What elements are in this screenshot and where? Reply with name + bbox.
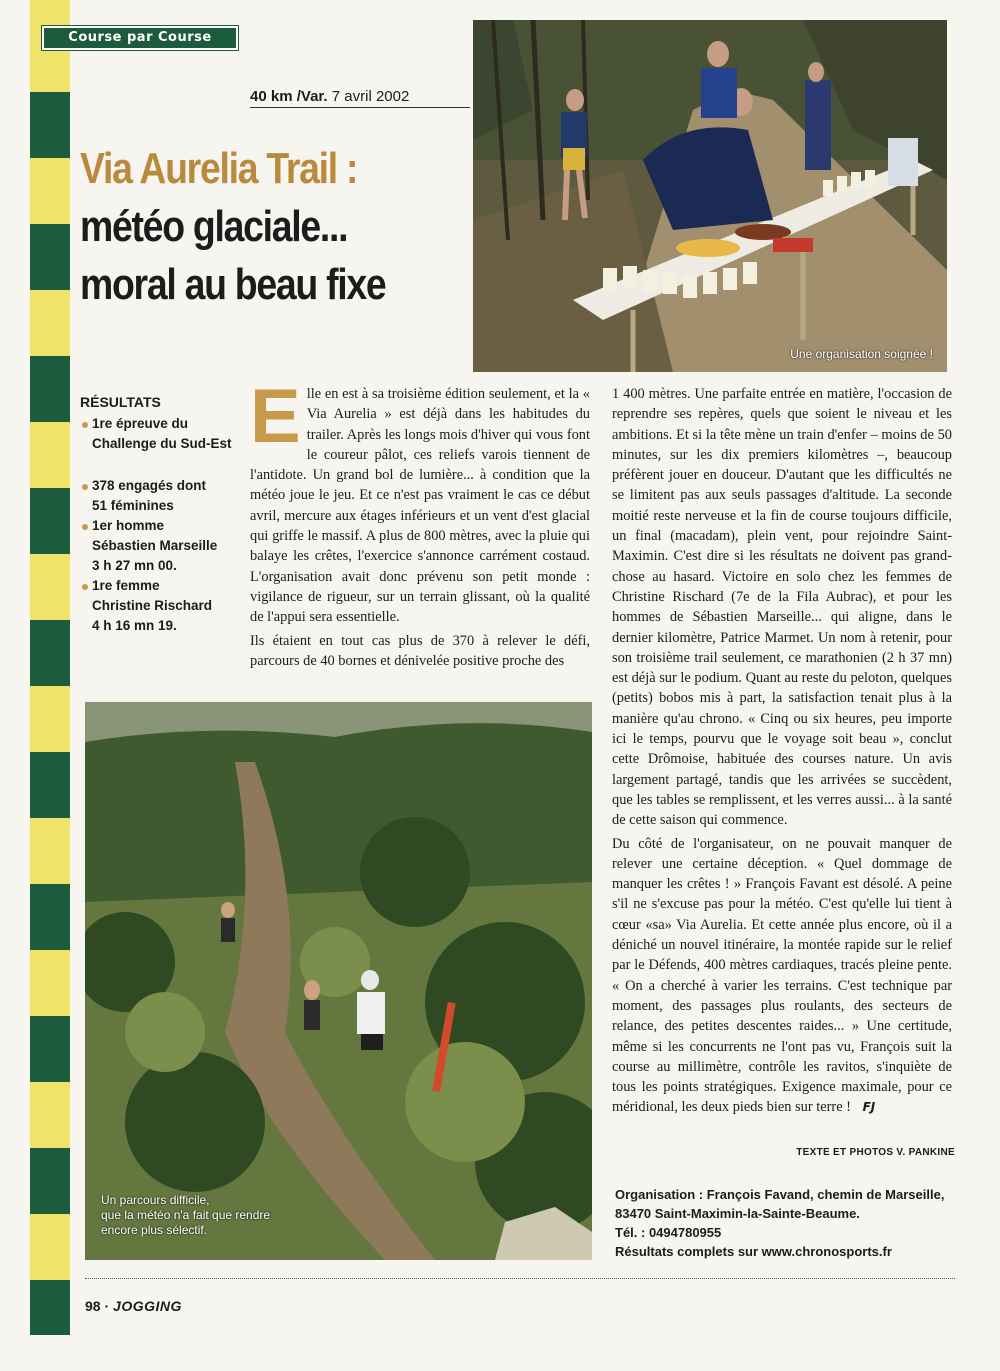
- photo-refreshment-table: [473, 20, 947, 372]
- result-item: 1er homme Sébastien Marseille 3 h 27 mn 00.: [80, 516, 240, 576]
- contact-phone: Tél. : 0494780955: [615, 1225, 722, 1240]
- results-heading: RÉSULTATS: [80, 394, 161, 410]
- article-title: [80, 140, 412, 314]
- bullet-icon: [82, 584, 88, 590]
- refreshment-photo-illustration: [473, 20, 947, 372]
- result-item: 1re épreuve du Challenge du Sud-Est: [80, 414, 240, 454]
- contact-organisation: Organisation : François Favand, chemin de Marseille,: [615, 1187, 945, 1202]
- photo-credit: TEXTE ET PHOTOS V. PANKINE: [796, 1147, 955, 1158]
- page-number: 98: [85, 1298, 101, 1314]
- footer-divider: [85, 1278, 955, 1279]
- top-photo-caption: Une organisation soignée !: [790, 347, 933, 361]
- article-paragraph: lle en est à sa troisième édition seulement, et la « Via Aurelia » est déjà dans les habitudes du trailer. Après les longs mois d'hiver qui vous font le coureur pâlot, ces reliefs varois tiennent de l'antidote. Un grand bol de lumière... à condition que la météo joue le jeu. Et ce n'est pas vraiment le cas ce début avril, mercure aux étages inférieurs et un vent d'est glacial qui griffe le massif. A plus de 800 mètres, avec la pluie qui balaye les crêtes, l'exercice s'annonce carrément costaud. L'organisation avait donc prévenu son petit monde : vigilance de rigueur, sur un terrain glissant, où la qualité de l'appui sera essentielle.: [250, 386, 590, 626]
- contact-info: [615, 1185, 955, 1261]
- dateline-region: Var.: [300, 88, 328, 105]
- side-stripe: [30, 0, 70, 1335]
- page-footer: 98 · JOGGING: [85, 1298, 182, 1314]
- article-paragraph: 1 400 mètres. Une parfaite entrée en matière, l'occasion de reprendre ses repères, quels que soient le niveau et les ambitions. Et si la tête mène un train d'enfer – moins de 50 minutes, sur les dix premiers kilomètres –, beaucoup préfèrent jouer en douceur. D'autant que les difficultés ne se limitent pas aux seuls passages d'altitude. La seconde moitié reste nerveuse et la fin de course toujours difficile, un final (macadam), plein vent, pour rejoindre Saint-Maximin. C'est dire si les résultats ne doivent pas grand-chose au hasard. Victoire en solo chez les femmes de Christine Rischard (7e de la Fila Aubrac), et pour les hommes de Sébastien Marseille... qui aligne, dans le dernier kilomètre, Patrice Marmet. Un nom à retenir, pour son troisième trail seulement, ce marathonien (2 h 37 mn) est déjà sur le podium. Quant au reste du peloton, quelques (petits) bobos mis à part, la satisfaction tenait plus à la manière qu'au chrono. « Cinq ou six heures, peu importe ici le temps, pourvu que le voyage soit beau », conclut cette Drômoise, habituée des courses nature. Un avis largement partagé, tandis que les arrivées se succèdent, que les tables se remplissent, et les verres aussi... à la santé de cette saison qui commence.: [612, 386, 952, 829]
- dateline-distance: 40 km: [250, 88, 293, 105]
- title-line-3: moral au beau fixe: [80, 260, 386, 309]
- dateline-date: 7 avril 2002: [331, 88, 410, 105]
- result-item: 378 engagés dont 51 féminines: [80, 476, 240, 516]
- article-column-1: [250, 374, 590, 674]
- magazine-name: JOGGING: [113, 1298, 182, 1314]
- title-line-1: Via Aurelia Trail :: [80, 144, 358, 193]
- bullet-icon: [82, 524, 88, 530]
- author-signature: FJ: [862, 1100, 876, 1115]
- photo-trail-runners: [85, 702, 592, 1260]
- result-item: 1re femme Christine Rischard 4 h 16 mn 19.: [80, 576, 240, 636]
- section-rubric: Course par Course: [42, 26, 238, 50]
- bullet-icon: [82, 484, 88, 490]
- article-paragraph: Ils étaient en tout cas plus de 370 à relever le défi, parcours de 40 bornes et dénivelée positive proche des: [250, 632, 590, 669]
- article-paragraph: Du côté de l'organisateur, on ne pouvait manquer de relever une certaine déception. « Quel dommage de manquer les crêtes ! » François Favant est désolé. A peine s'il ne s'excuse pas pour la météo. C'est qu'elle lui tient à cœur «sa» Via Aurelia. Et cette année plus encore, où il a déniché un nouvel itinéraire, la montée rapide sur le relief par le Défends, 400 mètres cardiaques, tracés pleine pente. « On a cherché à varier les terrains. C'est technique par moment, des passages plus roulants, des secteurs de relance, des petites descentes raides... » Une certitude, même si les concurrents ne l'ont pas vu, François suit la course au millimètre, contrôle les ravitos, s'inquiète de tous les points stratégiques. Exigence maximale, pour ce méridional, les deux pieds bien sur terre ! FJ: [612, 835, 952, 1116]
- trail-photo-illustration: [85, 702, 592, 1260]
- bottom-photo-caption: Un parcours difficile, que la météo n'a fait que rendre encore plus sélectif.: [101, 1193, 271, 1237]
- contact-website: Résultats complets sur www.chronosports.fr: [615, 1244, 892, 1259]
- dateline: 40 km /Var. 7 avril 2002: [250, 88, 470, 108]
- drop-cap: E: [250, 374, 301, 459]
- contact-address: 83470 Saint-Maximin-la-Sainte-Beaume.: [615, 1206, 860, 1221]
- title-line-2: météo glaciale...: [80, 202, 348, 251]
- results-box: [80, 392, 240, 636]
- article-column-2: [612, 384, 952, 1121]
- bullet-icon: [82, 422, 88, 428]
